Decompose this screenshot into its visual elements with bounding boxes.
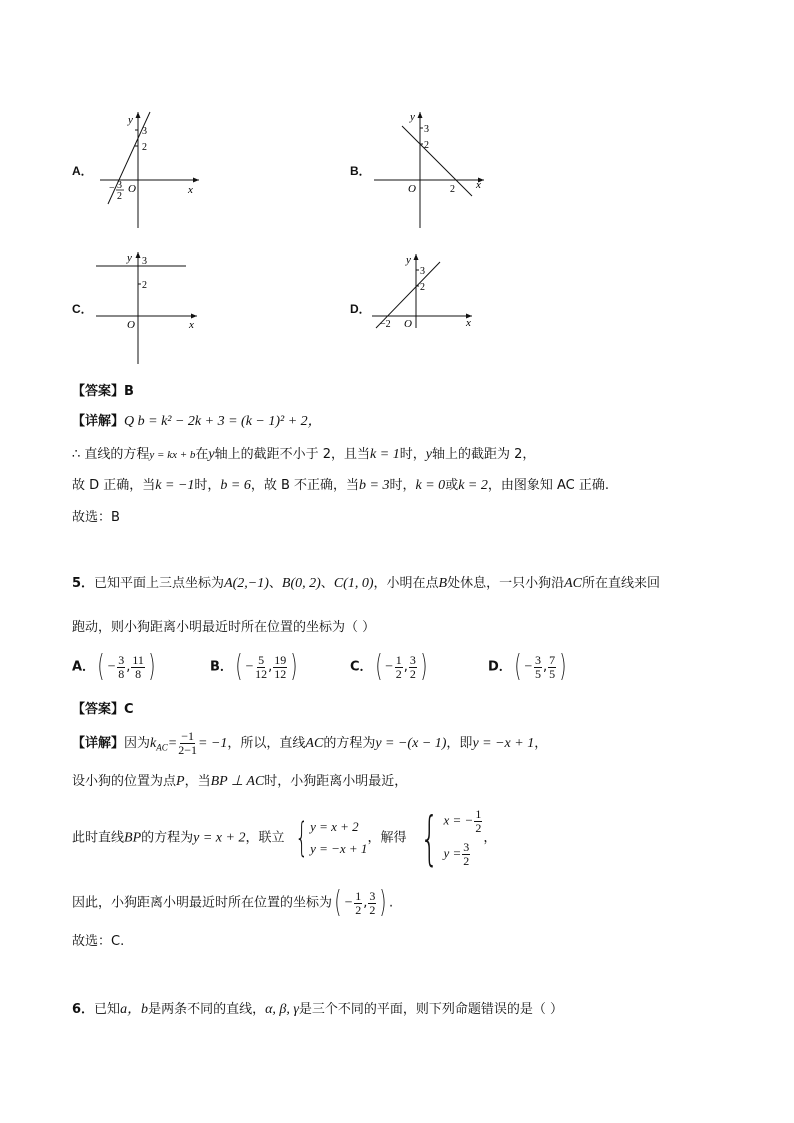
tick-label-2: 2 — [142, 142, 147, 153]
x-label: x — [476, 179, 481, 191]
q5-option-d[interactable]: D．( − $\frac{3}{5}$ , $\frac{7}{5}$ ) — [488, 649, 567, 684]
tick-label-2: 2 — [142, 280, 147, 291]
q5-detail-line2: 设小狗的位置为点P，当BP ⊥ AC时，小狗距离小明最近， — [72, 774, 408, 789]
option-c-graph-label: C． — [72, 302, 93, 316]
q5-detail-line1: 【详解】因为$k_{AC}=$ $\frac{-1}{2-1}$ = −1，所以，直线AC的方程为y = −(x − 1)，即y = −x + 1， — [72, 729, 548, 757]
q6-stem: 6．已知a，b是两条不同的直线，α, β, γ是三个不同的平面，则下列命题错误的是（ ） — [72, 1002, 564, 1017]
q5-option-c[interactable]: C．( − $\frac{1}{2}$ , $\frac{3}{2}$ ) — [350, 649, 428, 684]
q5-stem-line2: 跑动，则小狗距离小明最近时所在位置的坐标为（ ） — [72, 620, 376, 635]
q4-detail-line3: 故 D 正确，当k = −1时，b = 6，故 B 不正确，当b = 3时，k = 0或k = 2，由图象知 AC 正确. — [72, 478, 610, 493]
tick-label-3: 3 — [420, 266, 425, 277]
q5-choose: 故选：C. — [72, 934, 125, 949]
tick-label-2: 2 — [420, 282, 425, 293]
tick-label-3: 3 — [142, 126, 147, 137]
x-axis-arrow — [193, 178, 199, 183]
q5-detail-line4: 因此，小狗距离小明最近时所在位置的坐标为( − $\frac{1}{2}$ , $\frac{3}{2}$ ) . — [72, 885, 394, 920]
graph-b — [370, 108, 490, 230]
x-label: x — [466, 317, 471, 329]
option-a-graph-label: A． — [72, 164, 93, 178]
y-axis-arrow — [414, 254, 419, 260]
x-label: x — [188, 184, 193, 196]
y-label: y — [127, 252, 132, 264]
q5-option-a[interactable]: A．( − $\frac{3}{8}$ , $\frac{11}{8}$ ) — [72, 649, 156, 684]
q5-detail-line3: 此时直线BP的方程为y = x + 2，联立 { y = x + 2 y = −x + 1 ，解得 { x = − $\frac{1}{2}$ y = $\frac{3}{2}$ ， — [72, 804, 497, 872]
y-label: y — [128, 114, 133, 126]
x-axis-arrow — [191, 314, 197, 319]
q4-detail-line1: 【详解】Q b = k² − 2k + 3 = (k − 1)² + 2， — [72, 414, 322, 429]
q4-detail-line2: ∴ 直线的方程y = kx + b在y轴上的截距不小于 2，且当k = 1时，y轴上的截距为 2， — [72, 447, 536, 462]
origin-label: O — [404, 318, 412, 330]
frac-den: 2 — [117, 191, 122, 202]
x-label: x — [189, 319, 194, 331]
q5-option-b[interactable]: B．( − $\frac{5}{12}$ , $\frac{19}{12}$ ) — [210, 649, 298, 684]
solution-system: { x = − $\frac{1}{2}$ y = $\frac{3}{2}$ — [419, 804, 482, 872]
origin-label: O — [408, 183, 416, 195]
origin-label: O — [127, 319, 135, 331]
option-d-graph-label: D． — [350, 302, 371, 316]
tick-label-3: 3 — [142, 256, 147, 267]
y-label: y — [410, 111, 415, 123]
option-b-graph-label: B． — [350, 164, 371, 178]
q5-answer: 【答案】C — [72, 702, 134, 717]
tick-label-2: 2 — [424, 140, 429, 151]
y-axis-arrow — [136, 112, 141, 118]
tick-label-3: 3 — [424, 124, 429, 135]
y-label: y — [406, 254, 411, 266]
q4-answer: 【答案】B — [72, 384, 134, 399]
neg-sign: − — [109, 183, 115, 194]
x-tick-label-2: 2 — [450, 184, 455, 195]
frac-num: 3 — [117, 180, 122, 191]
y-axis-arrow — [418, 112, 423, 118]
q5-stem-line1: 5．已知平面上三点坐标为A(2,−1)、B(0, 2)、C(1, 0)，小明在点B处休息，一只小狗沿AC所在直线来回 — [72, 576, 660, 591]
y-axis-arrow — [136, 252, 141, 258]
graph-d — [370, 250, 482, 330]
x-tick-label-neg2: −2 — [380, 319, 391, 330]
graph-c — [92, 248, 207, 366]
equation-system: { y = x + 2 y = −x + 1 — [294, 815, 368, 861]
q4-choose: 故选：B — [72, 510, 120, 525]
graph-a — [92, 108, 207, 230]
origin-label: O — [128, 183, 136, 195]
